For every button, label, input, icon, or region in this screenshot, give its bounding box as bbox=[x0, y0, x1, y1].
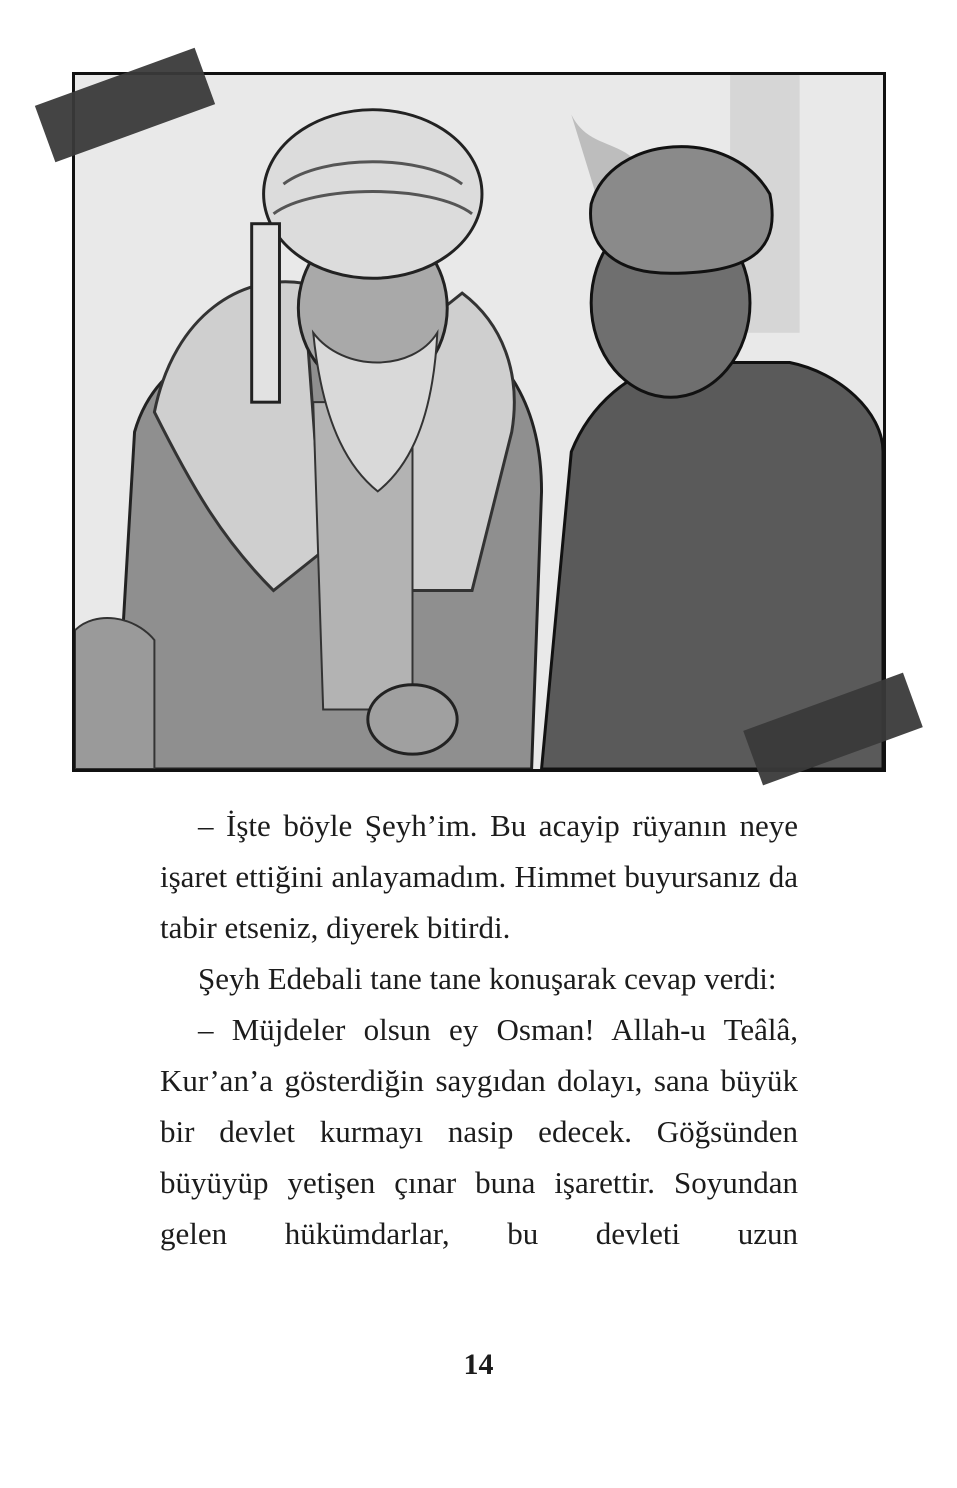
illustration-icon bbox=[75, 75, 883, 769]
paragraph-1: – İşte böyle Şeyh’im. Bu acayip rüyanın neye işaret ettiğini anlayamadım. Himmet buyursanız da tabir etseniz, diyerek bitirdi. bbox=[160, 808, 798, 945]
page-number: 14 bbox=[463, 1348, 494, 1381]
paragraph-2: Şeyh Edebali tane tane konuşarak cevap verdi: bbox=[198, 961, 777, 996]
body-text bbox=[160, 800, 798, 1259]
illustration-frame bbox=[72, 72, 886, 772]
paragraph-3: – Müjdeler olsun ey Osman! Allah-u Teâlâ, Kur’an’a gösterdiğin saygıdan dolayı, sana büyük bir devlet kurmayı nasip edecek. Göğsünden büyüyüp yetişen çınar buna işarettir. Soyundan gelen hükümdarlar, bu devleti uzun bbox=[160, 1012, 798, 1251]
